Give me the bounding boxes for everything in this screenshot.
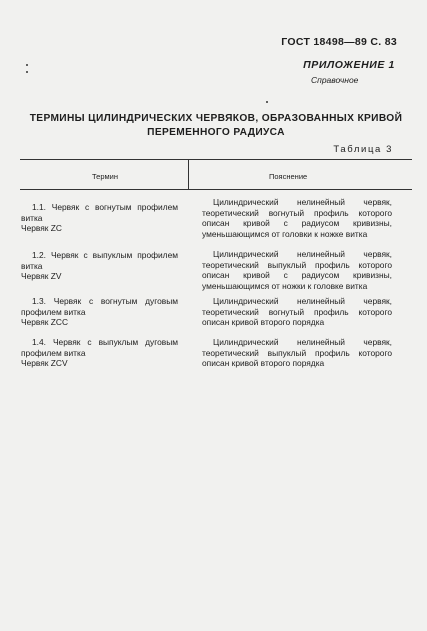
section-title-line-2: ПЕРЕМЕННОГО РАДИУСА [147, 127, 285, 138]
explanation-text: Цилиндрический нелинейный червяк, теоретический выпуклый профиль которого описан кривой второго порядка [202, 337, 392, 368]
explanation-text: Цилиндрический нелинейный червяк, теоретический вогнутый профиль которого описан кривой второго порядка [202, 296, 392, 327]
column-header-terms: Термин [92, 172, 118, 181]
standard-code: ГОСТ 18498—89 С. 83 [281, 36, 397, 48]
term-text: 1.1. Червяк с вогнутым профилем витка [21, 202, 178, 223]
print-speck [26, 64, 28, 66]
column-header-explanation: Пояснение [269, 172, 308, 181]
explanation-cell [202, 197, 392, 239]
term-text: 1.4. Червяк с выпуклым дуговым профилем витка [21, 337, 178, 358]
term-cell [21, 337, 178, 369]
term-text: 1.2. Червяк с выпуклым профилем витка [21, 250, 178, 271]
explanation-cell [202, 337, 392, 369]
explanation-text: Цилиндрический нелинейный червяк, теоретический выпуклый профиль которого описан кривой с радиусом кривизны, уменьшающимся от ножки к головке витка [202, 249, 392, 291]
appendix-title: ПРИЛОЖЕНИЕ 1 [303, 59, 395, 71]
appendix-note: Справочное [311, 75, 359, 85]
explanation-cell [202, 249, 392, 291]
table-label: Таблица 3 [333, 144, 393, 155]
explanation-cell [202, 296, 392, 328]
term-code: Червяк ZC [21, 223, 62, 233]
print-speck [26, 71, 28, 73]
section-title-line-1: ТЕРМИНЫ ЦИЛИНДРИЧЕСКИХ ЧЕРВЯКОВ, ОБРАЗОВАННЫХ КРИВОЙ [29, 113, 403, 124]
term-text: 1.3. Червяк с вогнутым дуговым профилем витка [21, 296, 178, 317]
explanation-text: Цилиндрический нелинейный червяк, теоретический вогнутый профиль которого описан кривой с радиусом кривизны, уменьшающимся от головки к ножке витка [202, 197, 392, 239]
term-code: Червяк ZV [21, 271, 62, 281]
print-speck [266, 101, 268, 103]
table-header-border [20, 189, 412, 190]
term-cell [21, 296, 178, 328]
term-cell [21, 202, 178, 234]
term-code: Червяк ZCC [21, 317, 68, 327]
table-column-divider [188, 160, 189, 189]
term-cell [21, 250, 178, 282]
table-top-border [20, 159, 412, 160]
term-code: Червяк ZCV [21, 358, 68, 368]
